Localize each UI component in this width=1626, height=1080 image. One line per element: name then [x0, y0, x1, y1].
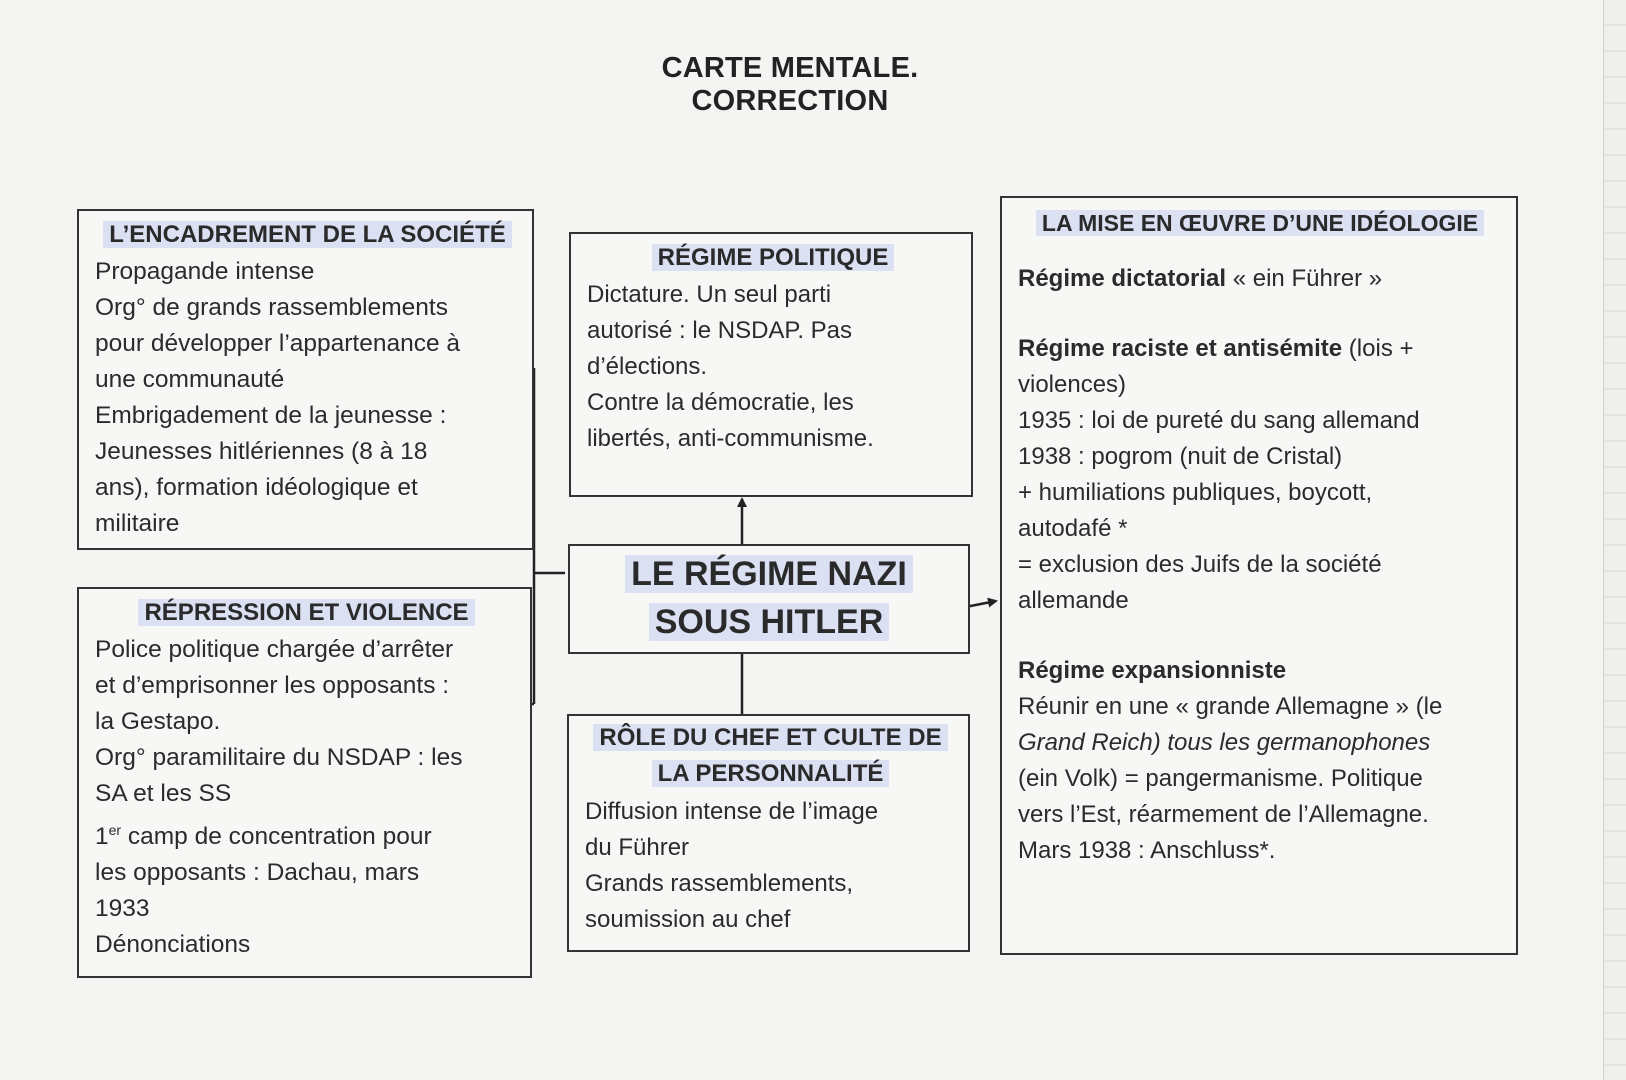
repression-line: 1933 [95, 895, 150, 923]
politique-line: autorisé : le NSDAP. Pas [587, 317, 853, 344]
ideologie-dictatorial: Régime dictatorial « ein Führer » [1018, 265, 1383, 292]
ideologie-raciste: Régime raciste et antisémite (lois + [1018, 335, 1414, 362]
politique-line: d’élections. [587, 353, 708, 380]
ideologie-expansion-line: Mars 1938 : Anschluss*. [1018, 837, 1276, 864]
center-topic-line1: LE RÉGIME NAZI [570, 550, 968, 598]
repression-box [77, 587, 532, 978]
ideologie-raciste-line: = exclusion des Juifs de la société [1018, 551, 1382, 578]
repression-heading: RÉPRESSION ET VIOLENCE [95, 595, 518, 630]
center-topic-box [568, 544, 970, 654]
page-title: CARTE MENTALE. CORRECTION [661, 52, 919, 117]
encadrement-line: militaire [95, 510, 180, 537]
ideologie-expansion-line: (ein Volk) = pangermanisme. Politique [1018, 765, 1423, 792]
ideologie-expansion-line: Grand Reich) tous les germanophones [1018, 729, 1431, 756]
politique-line: Contre la démocratie, les [587, 389, 854, 416]
repression-camp-line: 1er camp de concentration pour [95, 822, 432, 851]
encadrement-line: pour développer l’appartenance à [95, 330, 461, 357]
encadrement-line: une communauté [95, 366, 285, 393]
chef-box [567, 714, 970, 952]
politique-line: libertés, anti-communisme. [587, 425, 874, 452]
repression-line: Org° paramilitaire du NSDAP : les [95, 744, 463, 771]
politique-box [569, 232, 973, 497]
repression-line: Police politique chargée d’arrêter [95, 636, 454, 663]
ideologie-heading: LA MISE EN ŒUVRE D’UNE IDÉOLOGIE [1018, 206, 1502, 241]
ideologie-box [1000, 196, 1518, 955]
ideologie-expansion-line: vers l’Est, réarmement de l’Allemagne. [1018, 801, 1429, 828]
repression-line: la Gestapo. [95, 708, 221, 735]
ideologie-raciste-line: autodafé * [1018, 515, 1128, 542]
encadrement-line: Jeunesses hitlériennes (8 à 18 [95, 438, 428, 465]
ideologie-raciste-line: 1938 : pogrom (nuit de Cristal) [1018, 443, 1343, 470]
politique-heading: RÉGIME POLITIQUE [587, 240, 959, 275]
chef-line: Diffusion intense de l’image [585, 798, 879, 825]
encadrement-line: Propagande intense [95, 258, 315, 285]
ideologie-expansion-line: Réunir en une « grande Allemagne » (le [1018, 693, 1443, 720]
repression-line: SA et les SS [95, 780, 232, 807]
encadrement-line: Org° de grands rassemblements [95, 294, 448, 321]
encadrement-line: ans), formation idéologique et [95, 474, 418, 501]
ideologie-expansion-heading: Régime expansionniste [1018, 657, 1287, 684]
encadrement-line: Embrigadement de la jeunesse : [95, 402, 447, 429]
encadrement-box [77, 209, 534, 550]
chef-line: Grands rassemblements, [585, 870, 854, 897]
ideologie-raciste-line: 1935 : loi de pureté du sang allemand [1018, 407, 1420, 434]
center-topic-line2: SOUS HITLER [570, 598, 968, 646]
chef-line: soumission au chef [585, 906, 791, 933]
chef-line: du Führer [585, 834, 690, 861]
ideologie-raciste-line: violences) [1018, 371, 1127, 398]
repression-line: les opposants : Dachau, mars [95, 859, 420, 887]
politique-line: Dictature. Un seul parti [587, 281, 832, 308]
repression-line: Dénonciations [95, 931, 251, 959]
repression-line: et d’emprisonner les opposants : [95, 672, 450, 699]
chef-heading: RÔLE DU CHEF ET CULTE DE LA PERSONNALITÉ [585, 720, 956, 792]
ideologie-raciste-line: allemande [1018, 587, 1129, 614]
encadrement-heading: L’ENCADREMENT DE LA SOCIÉTÉ [95, 217, 520, 252]
ideologie-raciste-line: + humiliations publiques, boycott, [1018, 479, 1373, 506]
